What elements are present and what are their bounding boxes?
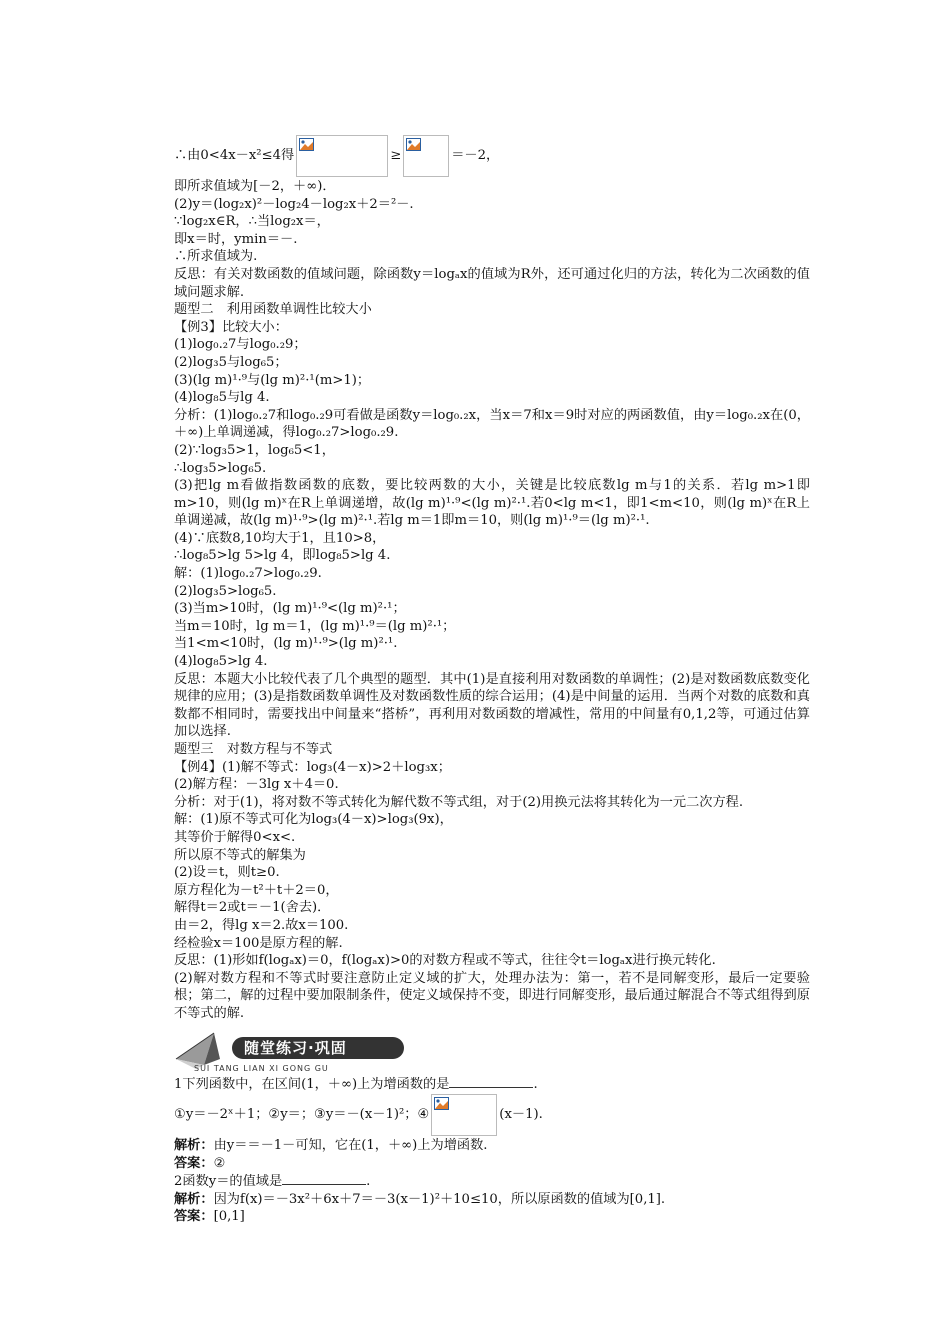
text-line: (3)当m>10时，(lg m)¹·⁹<(lg m)²·¹； <box>174 601 406 617</box>
question-1: 1下列函数中，在区间(1，＋∞)上为增函数的是 . <box>174 1076 538 1092</box>
broken-image-icon <box>434 1097 449 1110</box>
text-line: (2)log₃5>log₆5. <box>174 583 277 599</box>
question-1-options: ①y＝－2ˣ＋1；②y＝；③y＝－(x－1)²；④ (x－1). <box>174 1093 810 1137</box>
text-paragraph: 反思：(1)形如f(logₐx)＝0，f(logₐx)>0的对数方程或不等式，往往令t＝logₐx进行换元转化. <box>174 953 716 969</box>
text-line: (3)(lg m)¹·⁹与(lg m)²·¹(m>1)； <box>174 372 371 388</box>
text-line: 即所求值域为[－2，＋∞)． <box>174 179 336 194</box>
line-1: ∴由0<4x－x²≤4得 ≥ ＝－2， <box>174 134 810 178</box>
text-line: 当1<m<10时，(lg m)¹·⁹>(lg m)²·¹. <box>174 636 398 652</box>
section-heading: 题型二 利用函数单调性比较大小 <box>174 302 372 318</box>
section-heading: 题型三 对数方程与不等式 <box>174 742 333 757</box>
text-line: ∵log₂x∈R，∴当log₂x＝， <box>174 214 330 230</box>
text-paragraph: 反思：有关对数函数的值域问题，除函数y＝logₐx的值域为R外，还可通过化归的方法，转化为二次函数的值域问题求解. <box>174 266 810 300</box>
text-line: (4)log₈5与lg 4. <box>174 390 270 406</box>
text-paragraph: 反思：本题大小比较代表了几个典型的题型．其中(1)是直接利用对数函数的单调性；(2)是对数函数底数变化规律的应用；(3)是指数函数单调性及对数函数性质的综合运用；(4)是中间量的运用．当两个对数的底数和真数都不相同时，需要找出中间量来“搭桥”，再利用对数函数的增减性，常用的中间量有0,1,2等，可通过估算加以选择. <box>174 671 810 740</box>
text-line: (1)log₀.₂7与log₀.₂9； <box>174 337 307 353</box>
text-line: 解得t＝2或t＝－1(舍去)． <box>174 900 331 916</box>
text-paragraph: (3)把lg m看做指数函数的底数，要比较两数的大小，关键是比较底数lg m与1的关系．若lg m>1即m>10，则(lg m)ˣ在R上单调递增，故(lg m)¹·⁹<(lg m)²·¹.若0<lg m<1，即1<m<10，则(lg m)ˣ在R上单调递减，故(lg m)¹·⁹>(lg m)²·¹.若lg m＝1即m＝10，则(lg m)¹·⁹＝(lg m)²·¹. <box>174 478 810 529</box>
formula-image <box>296 135 388 177</box>
text-line: 解：(1)原不等式可化为log₃(4－x)>log₃(9x)， <box>174 812 453 828</box>
text-line: 由＝2，得lg x＝2.故x＝100. <box>174 917 349 933</box>
text-line: ∴log₈5>lg 5>lg 4，即log₈5>lg 4. <box>174 548 391 564</box>
analysis-2: 解析：因为f(x)＝－3x²＋6x＋7＝－3(x－1)²＋10≤10，所以原函数的值域为[0,1]. <box>174 1191 666 1207</box>
text-paragraph: 分析：对于(1)，将对数不等式转化为解代数不等式组，对于(2)用换元法将其转化为一元二次方程. <box>174 794 744 810</box>
text-line: (2)解方程：－3lg x＋4＝0. <box>174 777 339 793</box>
text-line: (2)∵log₃5>1，log₆5<1， <box>174 442 335 458</box>
text-line: 原方程化为－t²＋t＋2＝0， <box>174 882 339 898</box>
section-banner <box>174 1029 810 1073</box>
example-title: 【例3】比较大小： <box>174 319 288 335</box>
answer-blank <box>449 1075 533 1088</box>
text-line: 经检验x＝100是原方程的解. <box>174 935 343 951</box>
banner-subtitle: SUI TANG LIAN XI GONG GU <box>194 1063 329 1073</box>
text-line: ∴log₃5>log₆5. <box>174 460 267 476</box>
banner-title: 随堂练习·巩固 <box>232 1037 404 1059</box>
question-2: 2函数y＝的值域是 . <box>174 1174 371 1190</box>
answer-1: 答案：② <box>174 1155 226 1171</box>
text-line: 解：(1)log₀.₂7>log₀.₂9. <box>174 566 322 582</box>
text-line: 其等价于解得0<x<. <box>174 829 296 845</box>
text-paragraph: (2)解对数方程和不等式时要注意防止定义域的扩大，处理办法为：第一，若不是同解变形，最后一定要验根；第二，解的过程中要加限制条件，使定义域保持不变，即进行同解变形，最后通过解混合不等式组得到原不等式的解. <box>174 970 810 1021</box>
broken-image-icon <box>406 138 421 151</box>
document-page <box>174 134 810 1226</box>
text-paragraph: 分析：(1)log₀.₂7和log₀.₂9可看做是函数y＝log₀.₂x，当x＝7和x＝9时对应的两函数值，由y＝log₀.₂x在(0，＋∞)上单调递减，得log₀.₂7>log₀.₂9. <box>174 407 810 441</box>
text-line: (2)y＝(log₂x)²－log₂4－log₂x＋2＝²－. <box>174 196 414 212</box>
formula-image <box>431 1094 497 1136</box>
text-line: (4)∵底数8,10均大于1，且10>8， <box>174 530 386 546</box>
text-line: (2)log₃5与log₆5； <box>174 354 288 370</box>
text-line: 当m＝10时，lg m＝1，(lg m)¹·⁹＝(lg m)²·¹； <box>174 618 456 634</box>
text-line: 即x＝时，ymin＝－. <box>174 231 298 247</box>
formula-image <box>403 135 449 177</box>
text-line: 所以原不等式的解集为 <box>174 847 306 863</box>
text-line: (2)设＝t，则t≥0. <box>174 865 280 881</box>
answer-blank <box>282 1172 366 1185</box>
text-line: ∴所求值域为. <box>174 249 258 265</box>
example-title: 【例4】(1)解不等式：log₃(4－x)>2＋log₃x； <box>174 759 451 775</box>
text-line: (4)log₈5>lg 4. <box>174 654 268 670</box>
answer-2: 答案：[0,1] <box>174 1209 245 1225</box>
analysis-1: 解析：由y＝＝－1－可知，它在(1，＋∞)上为增函数. <box>174 1138 488 1154</box>
broken-image-icon <box>299 138 314 151</box>
